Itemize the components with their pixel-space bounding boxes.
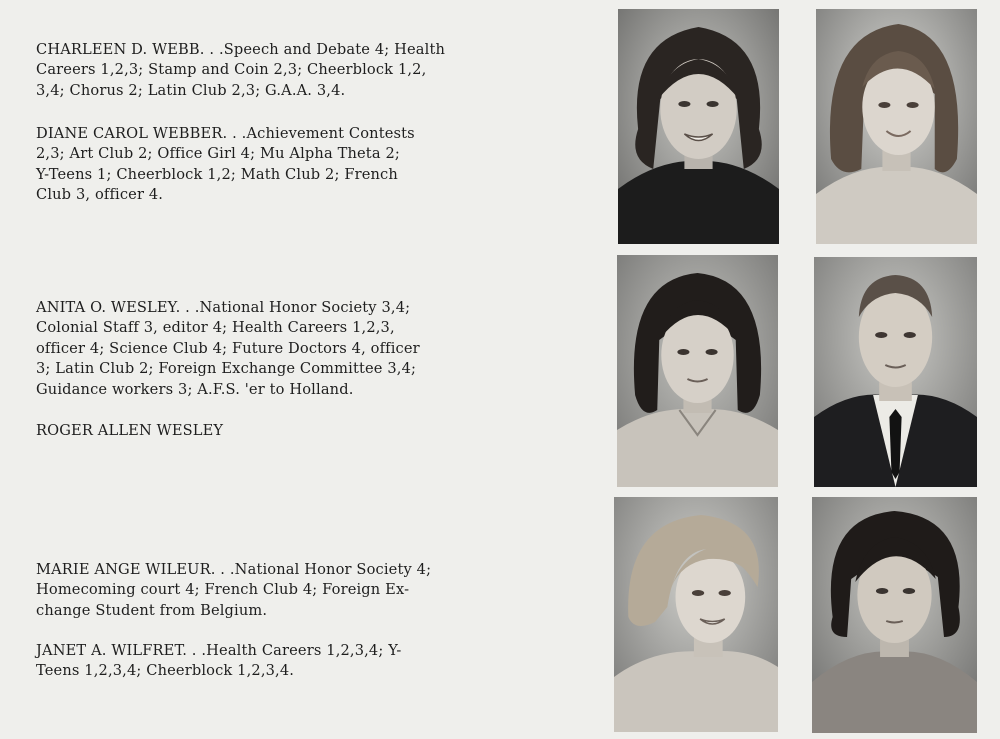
bio-line: MARIE ANGE WILEUR. . .National Honor Society 4; [36,561,432,578]
bio-roger-wesley [36,421,476,441]
bio-line: Careers 1,2,3; Stamp and Coin 2,3; Cheerblock 1,2, [36,61,427,79]
bio-marie-wileur [36,560,476,621]
bio-line: Y-Teens 1; Cheerblock 1,2; Math Club 2; French [36,165,398,183]
portrait-image [812,497,977,733]
bio-janet-wilfret [36,641,476,682]
bio-line: officer 4; Science Club 4; Future Doctors 4, officer [36,339,420,357]
bio-line: DIANE CAROL WEBBER. . .Achievement Contests [36,125,415,142]
bio-anita-wesley [36,298,476,400]
portrait-photo-charleen [618,9,779,244]
bio-line: Teens 1,2,3,4; Cheerblock 1,2,3,4. [36,662,295,680]
bio-line: Guidance workers 3; A.F.S. 'er to Holland. [36,380,354,398]
portrait-image [617,255,778,487]
bio-line: JANET A. WILFRET. . .Health Careers 1,2,3,4; Y- [36,642,402,659]
portrait-image [814,257,977,487]
bio-charleen-webb [36,40,476,101]
bio-line: Club 3, officer 4. [36,186,164,204]
bio-line: ANITA O. WESLEY. . .National Honor Society 3,4; [36,299,411,316]
portrait-image [618,9,779,244]
portrait-photo-marie [614,497,778,732]
bio-line: Homecoming court 4; French Club 4; Foreign Ex- [36,581,410,599]
bio-line: 3; Latin Club 2; Foreign Exchange Committee 3,4; [36,360,417,378]
bio-line: change Student from Belgium. [36,601,268,619]
portrait-photo-janet [812,497,977,733]
bio-line: ROGER ALLEN WESLEY [36,422,224,439]
bio-line: 2,3; Art Club 2; Office Girl 4; Mu Alpha Theta 2; [36,145,400,163]
bio-line: Colonial Staff 3, editor 4; Health Careers 1,2,3, [36,319,395,337]
portrait-photo-roger [814,257,977,487]
portrait-image [614,497,778,732]
bio-line: 3,4; Chorus 2; Latin Club 2,3; G.A.A. 3,4. [36,81,346,99]
portrait-photo-diane [816,9,977,244]
bio-line: CHARLEEN D. WEBB. . .Speech and Debate 4; Health [36,41,446,58]
bio-diane-webber [36,124,476,206]
portrait-photo-anita [617,255,778,487]
portrait-image [816,9,977,244]
